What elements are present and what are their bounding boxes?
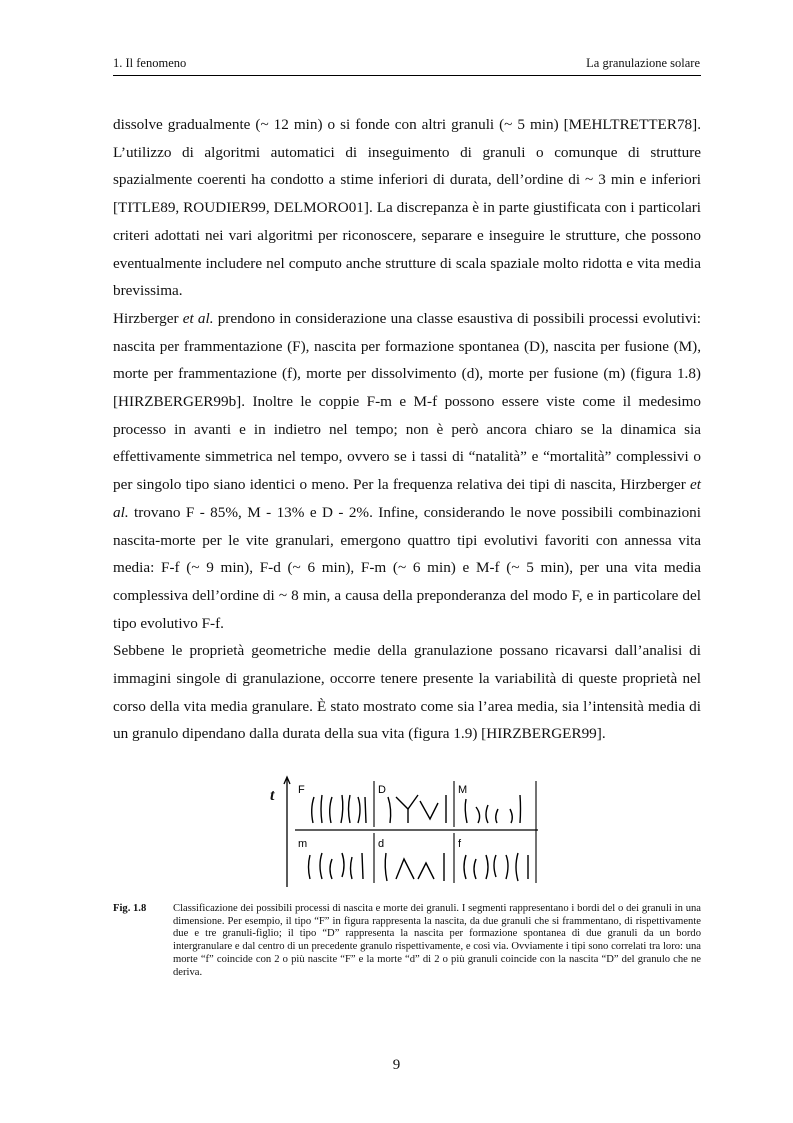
paragraph-3: Sebbene le proprietà geometriche medie della granulazione possano ricavarsi dall’analisi di immagini singole di granulazione, occorre tenere presente la variabilità di queste proprietà nel corso della vita media granulare. È stato mostrato come sia l’area media, sia l’intensità media di un granulo dipendano dalla durata della sua vita (figura 1.9) [HIRZBERGER99]. xyxy=(113,642,701,743)
et-al: et al. xyxy=(182,309,214,327)
panel-frames xyxy=(374,781,536,883)
granule-segments-f xyxy=(464,853,528,881)
time-axis xyxy=(284,777,290,887)
et-al: et al. xyxy=(113,476,701,521)
paragraph-1: dissolve gradualmente (~ 12 min) o si fonde con altri granuli (~ 5 min) [MEHLTRETTER78]. L’utilizzo di algoritmi automatici di inseguimento di granuli o comunque di strutture spazialmente coerenti ha condotto a stime inferiori di durata, dell’ordine di ~ 3 min e inferiori [TITLE89, ROUDIER99, DELMORO01]. La discrepanza è in parte giustificata con i particolari criteri adottati nei vari algoritmi per riconoscere, separare e inseguire le strutture, che possono eventualmente includere nel computo anche strutture di scala spaziale molto ridotta e vita media brevissima. xyxy=(113,116,701,300)
granule-segments-m xyxy=(309,853,364,879)
granule-segments-F xyxy=(312,795,366,823)
time-axis-label: t xyxy=(270,787,275,804)
panel-label-D: D xyxy=(378,784,386,796)
figure-granule-evolution xyxy=(270,775,550,887)
panel-label-m: m xyxy=(298,838,308,850)
panel-label-M: M xyxy=(458,784,468,796)
panel-label-F: F xyxy=(298,784,305,796)
header-section: La granulazione solare xyxy=(586,56,700,70)
panel-label-f: f xyxy=(458,838,462,850)
header-rule xyxy=(113,75,701,76)
figure-diagram xyxy=(270,775,550,887)
header-chapter: 1. Il fenomeno xyxy=(113,56,187,70)
granule-segments-d xyxy=(385,853,444,881)
panel-label-d: d xyxy=(378,838,385,850)
caption-text: Classificazione dei possibili processi di nascita e morte dei granuli. I segmenti rappresentano i bordi del o dei granuli in una dimensione. Per esempio, il tipo “F” in figura rappresenta la nascita, da due granuli che si frammentano, di rispettivamente due e tre granuli-figlio; il tipo “D” rappresenta la nascita per formazione spontanea di due granuli da un bordo intergranulare e dal centro di un precedente granulo rispettivamente, e così via. Ovviamente i tipi sono correlati tra loro: una morte “f” coincide con 2 o più nascite “F” e la morte “d” di 2 o più granuli coincide con la nascita “D” del granulo che ne deriva. xyxy=(173,903,701,978)
running-header xyxy=(113,56,700,76)
page-number: 9 xyxy=(392,1057,401,1073)
figure-caption xyxy=(113,903,701,979)
paragraph-2: Hirzberger et al. prendono in considerazione una classe esaustiva di possibili processi evolutivi: nascita per frammentazione (F), nascita per formazione spontanea (D), nascita per fusione (M), morte per frammentazione (f), morte per dissolvimento (d), morte per fusione (m) (figura 1.8) [HIRZBERGER99b]. Inoltre le coppie F-m e M-f possono essere viste come il medesimo processo in avanti e in indietro nel tempo; non è però ancora chiaro se la dinamica sia effettivamente simmetrica nel tempo, ovvero se i tassi di “natalità” e “mortalità” complessivi o per singolo tipo siano identici o meno. Per la frequenza relativa dei tipi di nascita, Hirzberger et al. trovano F - 85%, M - 13% e D - 2%. Infine, considerando le nove possibili combinazioni nascita-morte per le vite granulari, emergono quattro tipi evolutivi favoriti con annessa vita media: F-f (~ 9 min), F-d (~ 6 min), F-m (~ 6 min) e M-f (~ 5 min), per una vita media complessiva dell’ordine di ~ 8 min, a causa della preponderanza del modo F, e in particolare del tipo evolutivo F-f. xyxy=(113,309,701,632)
granule-segments-D xyxy=(388,795,446,823)
body-text xyxy=(113,111,701,748)
granule-segments-M xyxy=(465,795,520,823)
caption-number: Fig. 1.8 xyxy=(113,903,147,914)
